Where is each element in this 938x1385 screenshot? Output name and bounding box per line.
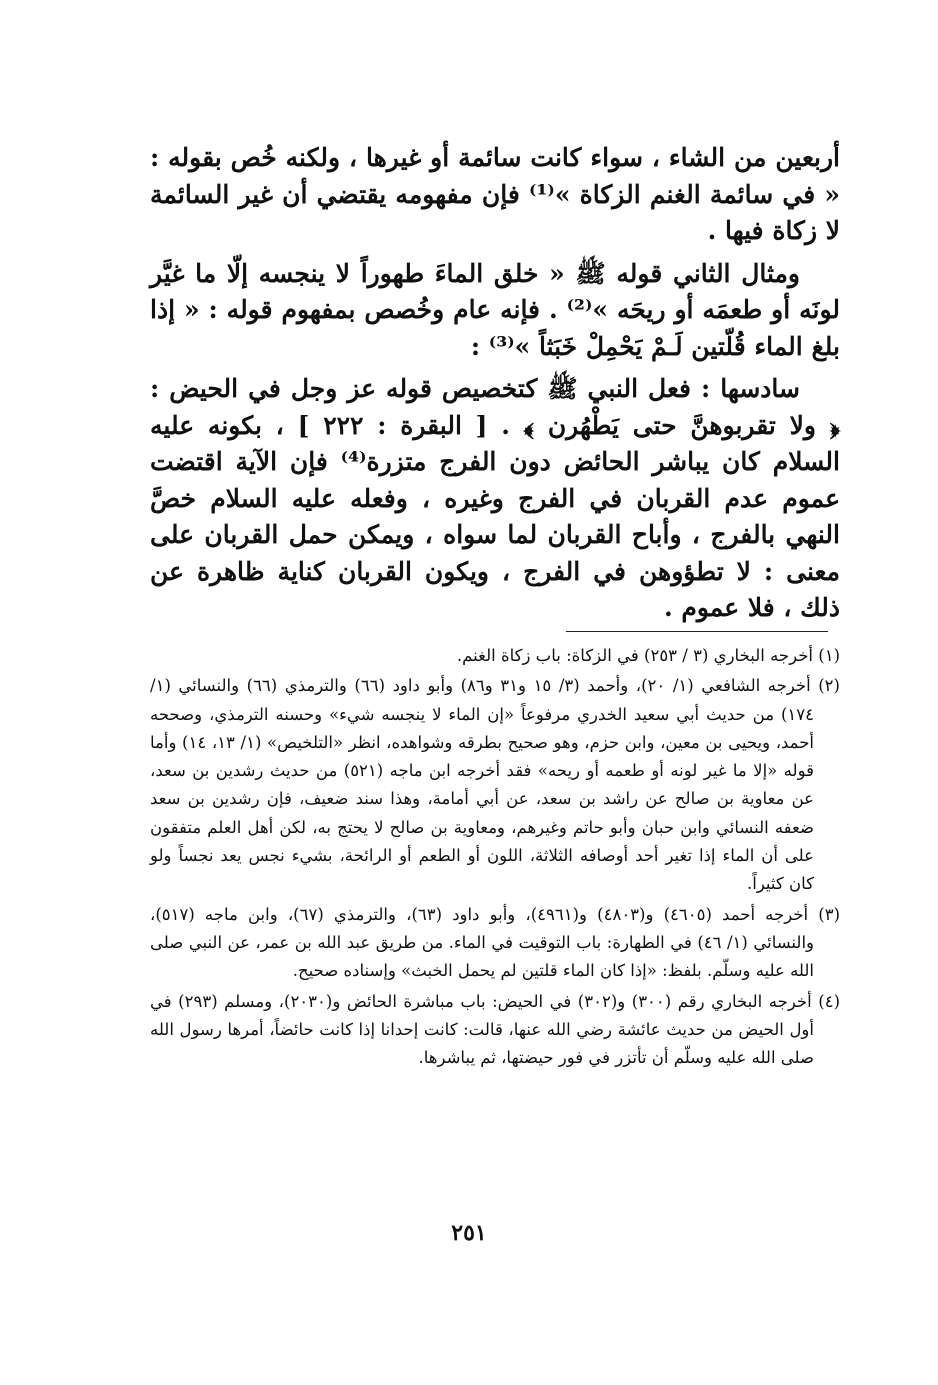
footnotes-section xyxy=(150,642,840,1074)
page-number: ٢٥١ xyxy=(451,1220,487,1246)
footnote-3: (٣) أخرجه أحمد (٤٦٠٥) و(٤٨٠٣) و(٤٩٦١)، وأبو داود (٦٣)، والترمذي (٦٧)، وابن ماجه (٥١٧)، والنسائي (١/ ٤٦) في الطهارة: باب التوقيت في الماء. من طريق عبد الله بن عمر، عن النبي صلى الله عليه وسلّم. بلفظ: «إذا كان الماء قلتين لم يحمل الخبث» وإسناده صحيح. xyxy=(150,904,840,981)
paragraph-1: أربعين من الشاء ، سواء كانت سائمة أو غيرها ، ولكنه خُص بقوله : « في سائمة الغنم الزكاة »⁽¹⁾ فإن مفهومه يقتضي أن غير السائمة لا زكاة فيها . xyxy=(150,143,840,245)
footnote-2: (٢) أخرجه الشافعي (١/ ٢٠)، وأحمد (٣/ ١٥ و٣١ و٨٦) وأبو داود (٦٦) والترمذي (٦٦) والنسائي (١/ ١٧٤) من حديث أبي سعيد الخدري مرفوعاً «إن الماء لا ينجسه شيء» وحسنه الترمذي، وصححه أحمد، ويحيى بن معين، وابن حزم، وهو صحيح بطرقه وشواهده، انظر «التلخيص» (١/ ١٣، ١٤) وأما قوله «إلا ما غير لونه أو طعمه أو ريحه» فقد أخرجه ابن ماجه (٥٢١) من حديث رشدين بن سعد، عن معاوية بن صالح عن راشد بن سعد، عن أبي أمامة، وهذا سند ضعيف، فإن رشدين بن سعد ضعفه النسائي وابن حبان وأبو حاتم وغيرهم، ومعاوية بن صالح لا يحتج به، لكن أهل العلم متفقون على أن الماء إذا تغير أحد أوصافه الثلاثة، اللون أو الطعم أو الرائحة، بشيء نجس يعد نجساً ولو كان كثيراً. xyxy=(150,676,840,894)
paragraph-3: سادسها : فعل النبي ﷺ كتخصيص قوله عز وجل في الحيض : ﴿ ولا تقربوهنَّ حتى يَطْهُرن ﴾ . [ البقرة : ٢٢٢ ] ، بكونه عليه السلام كان يباشر الحائض دون الفرج متزرة⁽⁴⁾ فإن الآية اقتضت عموم عدم القربان في الفرج وغيره ، وفعله عليه السلام خصَّ النهي بالفرج ، وأباح القربان لما سواه ، ويمكن حمل القربان على معنى : لا تطؤوهن في الفرج ، ويكون القربان كناية ظاهرة عن ذلك ، فلا عموم . xyxy=(150,374,840,622)
footnote-1: (١) أخرجه البخاري (٣ / ٢٥٣) في الزكاة: باب زكاة الغنم. xyxy=(456,646,840,665)
main-body-text xyxy=(150,140,840,633)
footnote-separator xyxy=(566,631,828,632)
footnote-4: (٤) أخرجه البخاري رقم (٣٠٠) و(٣٠٢) في الحيض: باب مباشرة الحائض و(٢٠٣٠)، ومسلم (٢٩٣) في أول الحيض من حديث عائشة رضي الله عنها، قالت: كانت إحدانا إذا كانت حائضاً، أمرها رسول الله صلى الله عليه وسلّم أن تأتزر في فور حيضتها، ثم يباشرها. xyxy=(150,991,840,1068)
paragraph-2: ومثال الثاني قوله ﷺ « خلق الماءَ طهوراً لا ينجسه إلّا ما غيَّر لونَه أو طعمَه أو ريحَه »⁽²⁾ . فإنه عام وخُصص بمفهوم قوله : « إذا بلغ الماء قُلّتين لَـمْ يَحْمِلْ خَبَثاً »⁽³⁾ : xyxy=(150,258,841,361)
